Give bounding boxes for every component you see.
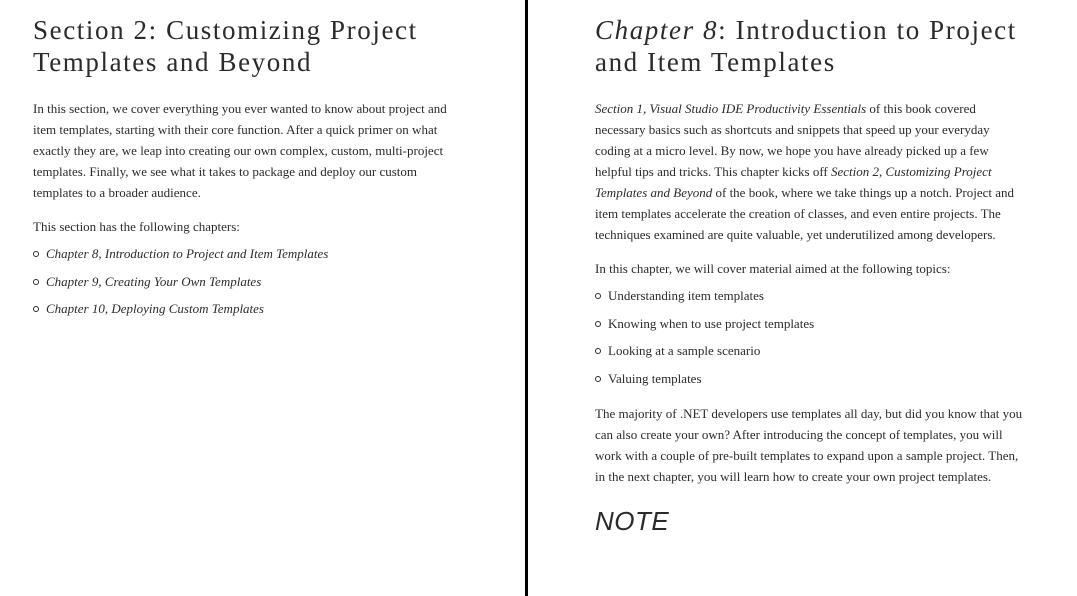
topic-list-item: Understanding item templates	[595, 285, 1077, 306]
topic-list-item: Knowing when to use project templates	[595, 313, 1077, 334]
note-heading: NOTE	[595, 505, 670, 536]
section-intro-paragraph: In this section, we cover everything you ever wanted to know about project and item templates, starting with their core function. After a quick primer on what exactly they are, we leap into creating our own complex, custom, multi-project templates. Finally, we see what it takes to package and deploy our custom templates to a broader audience.	[33, 101, 447, 200]
chapters-intro-text: This section has the following chapters:	[33, 219, 240, 234]
section-reference: Section 2, Customizing Project Templates and Beyond	[595, 164, 992, 200]
topics-intro-text: In this chapter, we will cover material aimed at the following topics:	[595, 261, 951, 276]
intro-text: of the book, where we take things up a notch. Project and item templates accelerate the creation of classes, and even entire projects. The techniques examined are quite valuable, yet underutilized among developers.	[595, 185, 1015, 242]
topic-list	[595, 285, 1077, 389]
chapter-list-item[interactable]: Chapter 10, Deploying Custom Templates	[33, 298, 525, 319]
intro-text: of this book covered necessary basics such as shortcuts and snippets that speed up your everyday coding at a micro level. By now, we hope you have already picked up a few helpful tips and tricks. This chapter kicks off	[595, 101, 990, 179]
left-page	[0, 0, 525, 596]
section-title: Section 2: Customizing Project Templates and Beyond	[33, 15, 418, 77]
topic-list-item: Looking at a sample scenario	[595, 340, 1077, 361]
chapter-title-text: : Introduction to Project and Item Templates	[595, 15, 1017, 77]
chapter-number: Chapter 8	[595, 15, 719, 45]
right-page	[528, 0, 1077, 596]
topic-list-item: Valuing templates	[595, 368, 1077, 389]
chapter-list-item[interactable]: Chapter 8, Introduction to Project and Item Templates	[33, 243, 525, 264]
section-reference: Section 1, Visual Studio IDE Productivity Essentials	[595, 101, 867, 116]
body-paragraph: The majority of .NET developers use templates all day, but did you know that you can also create your own? After introducing the concept of templates, you will work with a couple of pre-built templates to expand upon a sample project. Then, in the next chapter, you will learn how to create your own project templates.	[595, 405, 1023, 484]
chapter-intro-paragraph	[595, 98, 1023, 245]
chapter-list	[33, 243, 525, 319]
chapter-title	[595, 0, 1045, 78]
chapter-list-item[interactable]: Chapter 9, Creating Your Own Templates	[33, 271, 525, 292]
